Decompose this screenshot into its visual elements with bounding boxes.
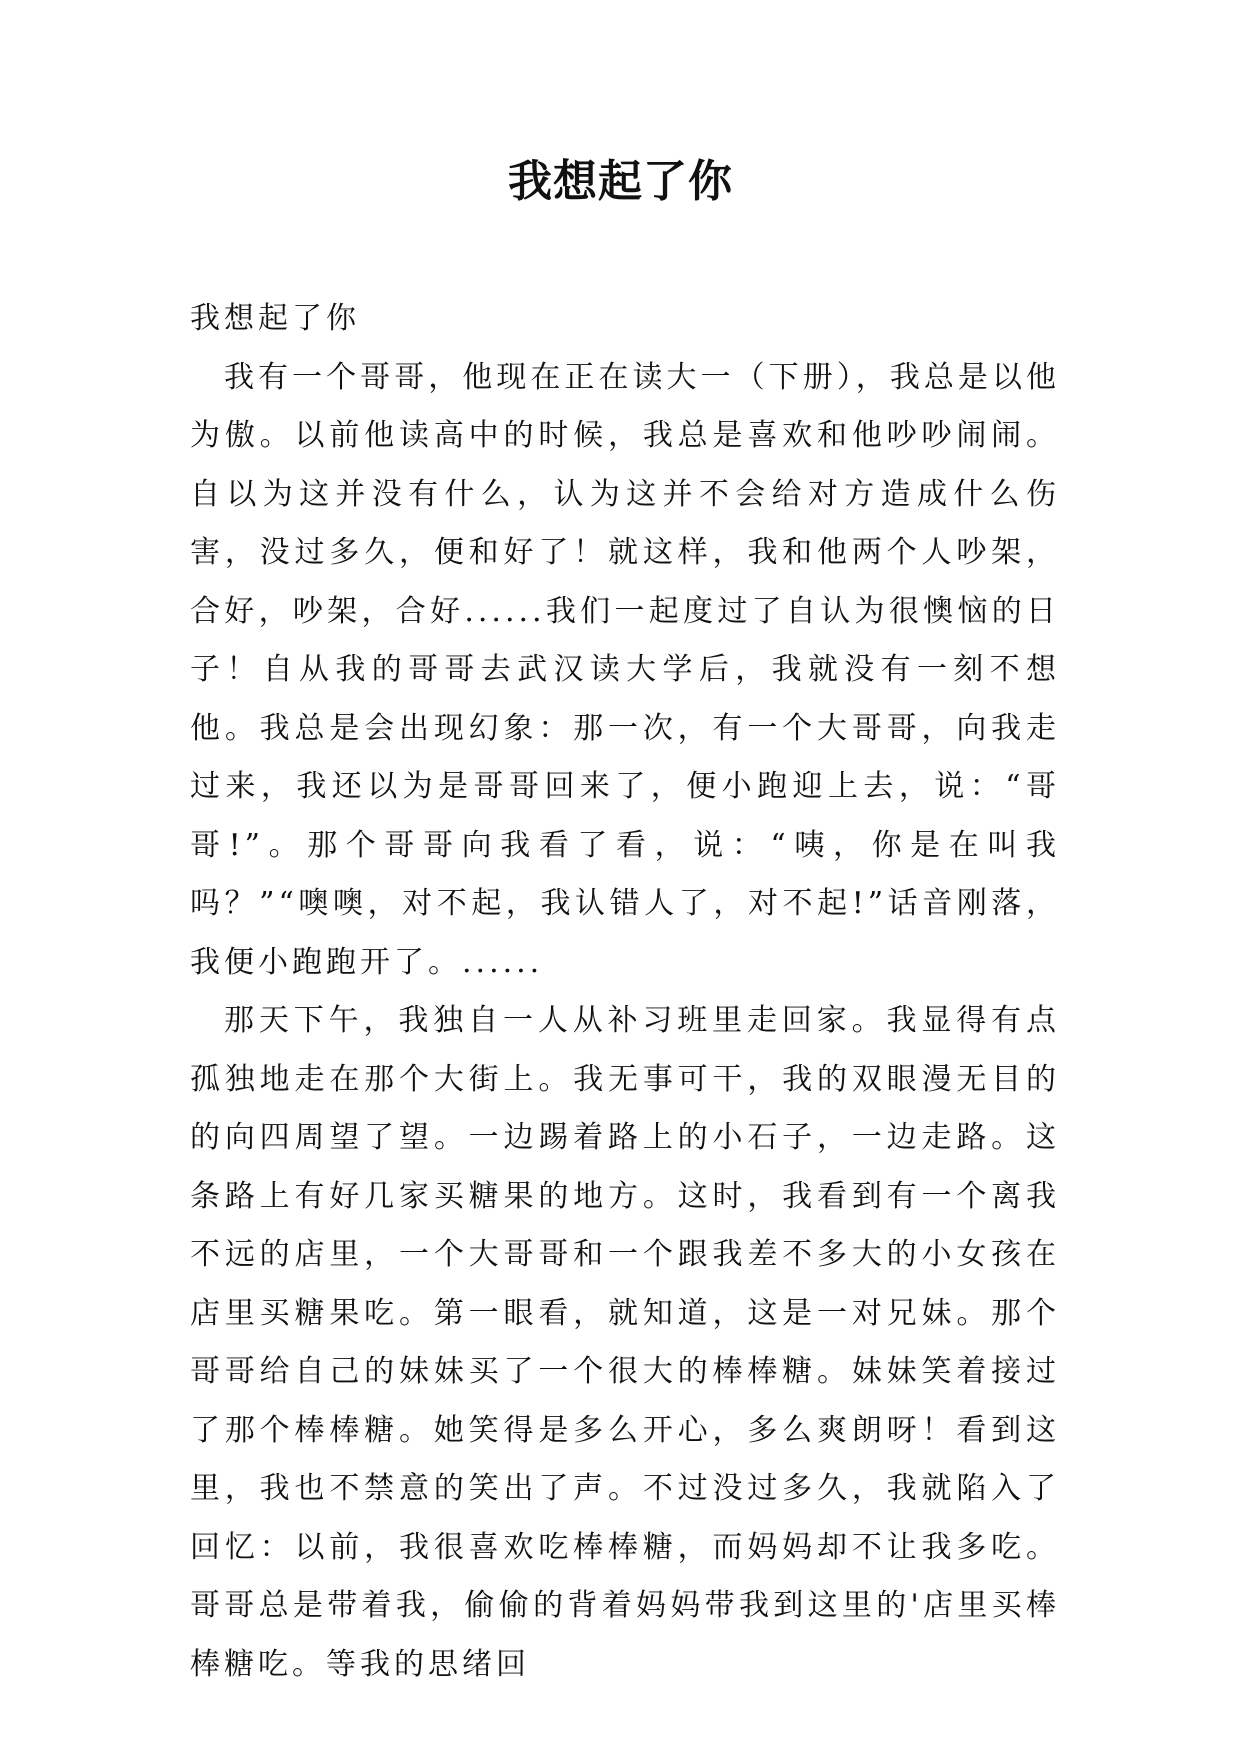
document-title: 我想起了你 bbox=[508, 156, 733, 207]
paragraph-heading: 我想起了你 bbox=[190, 301, 360, 336]
document-body bbox=[190, 290, 1060, 1694]
paragraph: 我有一个哥哥，他现在正在读大一（下册），我总是以他为傲。以前他读高中的时候，我总是喜欢和他吵吵闹闹。自以为这并没有什么，认为这并不会给对方造成什么伤害，没过多久，便和好了！就这样，我和他两个人吵架，合好，吵架，合好......我们一起度过了自认为很懊恼的日子！自从我的哥哥去武汉读大学后，我就没有一刻不想他。我总是会出现幻象：那一次，有一个大哥哥，向我走过来，我还以为是哥哥回来了，便小跑迎上去，说：“哥哥!”。那个哥哥向我看了看，说：“咦，你是在叫我吗？”“噢噢，对不起，我认错人了，对不起!”话音刚落，我便小跑跑开了。...... bbox=[190, 359, 1060, 980]
paragraph: 那天下午，我独自一人从补习班里走回家。我显得有点孤独地走在那个大街上。我无事可干，我的双眼漫无目的的向四周望了望。一边踢着路上的小石子，一边走路。这条路上有好几家买糖果的地方。这时，我看到有一个离我不远的店里，一个大哥哥和一个跟我差不多大的小女孩在店里买糖果吃。第一眼看，就知道，这是一对兄妹。那个哥哥给自己的妹妹买了一个很大的棒棒糖。妹妹笑着接过了那个棒棒糖。她笑得是多么开心，多么爽朗呀！看到这里，我也不禁意的笑出了声。不过没过多久，我就陷入了回忆：以前，我很喜欢吃棒棒糖，而妈妈却不让我多吃。哥哥总是带着我，偷偷的背着妈妈带我到这里的'店里买棒棒糖吃。等我的思绪回 bbox=[190, 1003, 1060, 1682]
